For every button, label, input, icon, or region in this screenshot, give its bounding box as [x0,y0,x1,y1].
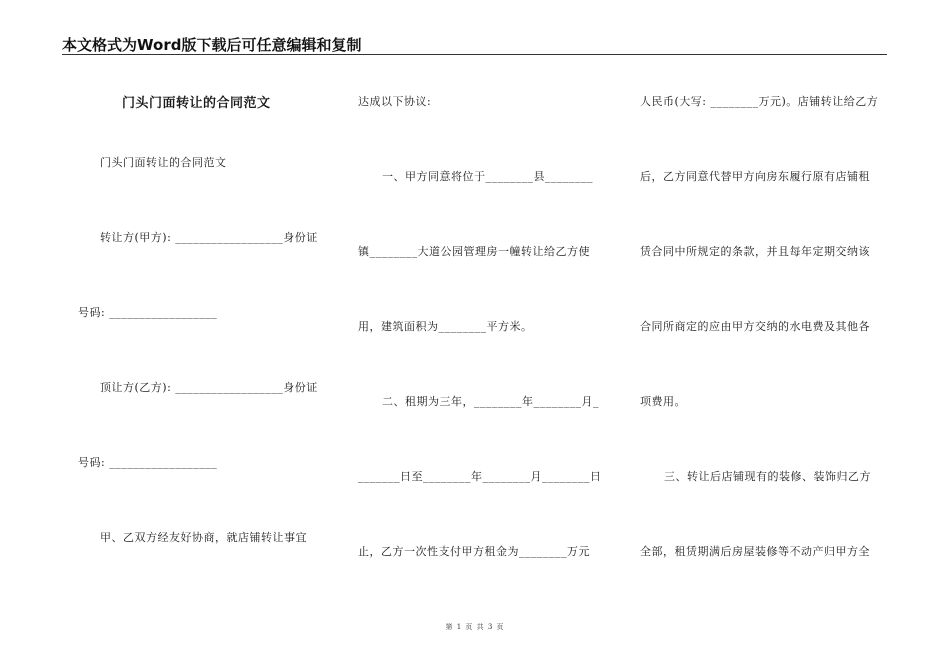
paragraph-line: 号码: __________________ [78,306,218,319]
paragraph-line: 甲、乙双方经友好协商，就店铺转让事宜 [100,531,307,544]
paragraph-line: 用，建筑面积为________平方米。 [358,320,533,333]
paragraph-line: 镇________大道公园管理房一幢转让给乙方使 [358,245,590,258]
document-banner: 本文格式为Word版下载后可任意编辑和复制 [62,36,362,54]
paragraph-line: 后，乙方同意代替甲方向房东履行原有店铺租 [640,170,870,183]
paragraph-line: 人民币(大写: ________万元)。店铺转让给乙方 [640,95,879,108]
document-title: 门头门面转让的合同范文 [122,96,271,111]
paragraph-line: 三、转让后店铺现有的装修、装饰归乙方 [664,470,871,483]
paragraph-line: _______日至________年________月________日 [358,470,602,483]
paragraph-line: 转让方(甲方): __________________身份证 [100,231,318,244]
paragraph-line: 达成以下协议: [358,95,432,108]
paragraph-line: 止，乙方一次性支付甲方租金为________万元 [358,545,590,558]
page-number: 第 1 页 共 3 页 [445,623,505,631]
paragraph-line: 二、租期为三年，________年________月_ [382,395,599,408]
text-column-2 [358,0,608,672]
paragraph-line: 顶让方(乙方): __________________身份证 [100,381,318,394]
paragraph-line: 赁合同中所规定的条款，并且每年定期交纳该 [640,245,870,258]
text-column-3 [640,0,890,672]
paragraph-line: 合同所商定的应由甲方交纳的水电费及其他各 [640,320,870,333]
paragraph-line: 号码: __________________ [78,456,218,469]
paragraph-line: 项费用。 [640,395,686,408]
paragraph-line: 全部，租赁期满后房屋装修等不动产归甲方全 [640,545,870,558]
paragraph-line: 门头门面转让的合同范文 [100,156,227,169]
text-column-1 [78,0,323,672]
paragraph-line: 一、甲方同意将位于________县________ [382,170,593,183]
